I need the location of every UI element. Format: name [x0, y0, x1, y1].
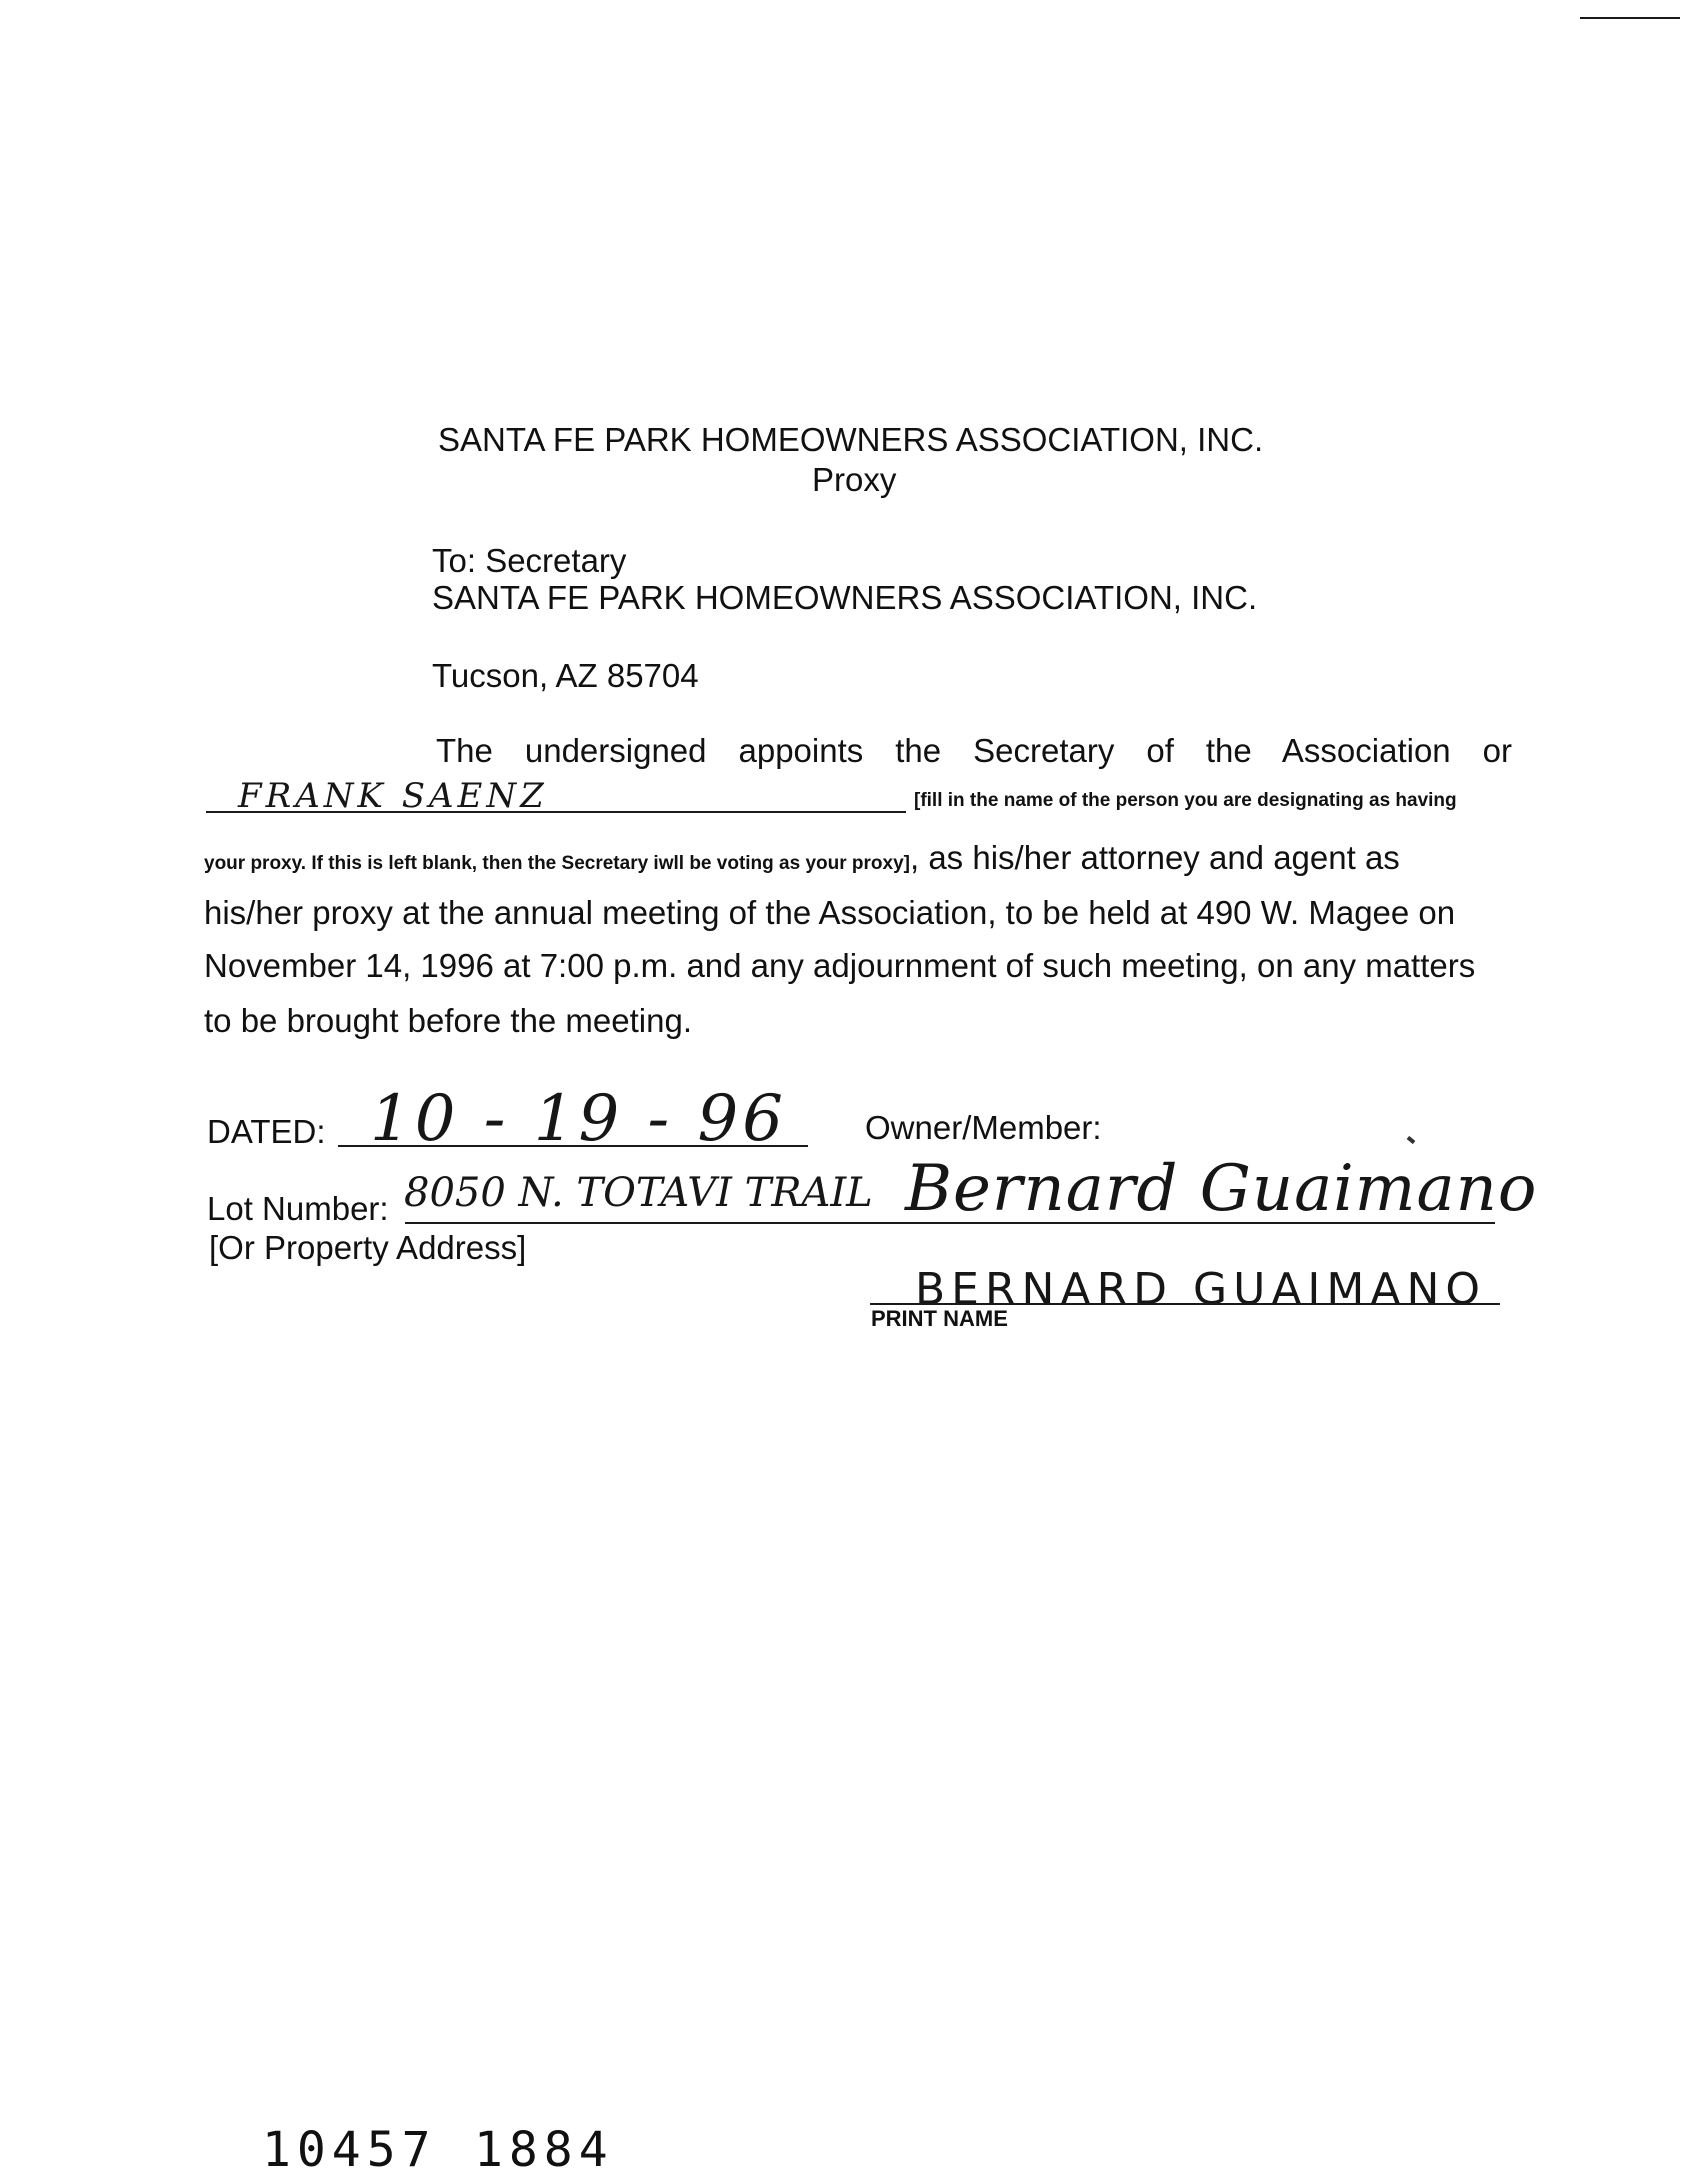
signature-tick: [1407, 1136, 1416, 1144]
property-address-note: [Or Property Address]: [209, 1229, 527, 1266]
doc-type-title: Proxy: [812, 461, 897, 498]
print-name-label: PRINT NAME: [871, 1306, 1008, 1331]
address-org-name: SANTA FE PARK HOMEOWNERS ASSOCIATION, INC.: [432, 579, 1258, 616]
dated-label: DATED:: [207, 1113, 326, 1150]
designee-instruction-2: your proxy. If this is left blank, then the Secretary iwll be voting as your proxy]: [204, 853, 910, 874]
owner-member-label: Owner/Member:: [865, 1109, 1102, 1146]
body-line-2-text: , as his/her attorney and agent as: [909, 839, 1400, 876]
body-line-5: to be brought before the meeting.: [204, 1002, 693, 1039]
print-name-underline: [870, 1303, 1500, 1305]
dated-value: 10 - 19 - 96: [370, 1082, 787, 1156]
body-line-4: November 14, 1996 at 7:00 p.m. and any adjournment of such meeting, on any matters: [204, 947, 1476, 984]
lot-value: 8050 N. TOTAVI TRAIL: [404, 1170, 873, 1216]
signature-underline: [875, 1222, 1495, 1224]
city-line: Tucson, AZ 85704: [432, 657, 699, 694]
print-name-value: BERNARD GUAIMANO: [915, 1264, 1486, 1315]
designee-instruction-1: [fill in the name of the person you are designating as having: [914, 790, 1457, 811]
lot-underline: [405, 1222, 905, 1224]
body-line-2: [204, 838, 1400, 884]
scan-mark-line: [1580, 17, 1680, 19]
document-number-2: 1884: [474, 2122, 614, 2178]
to-line: To: Secretary: [432, 542, 627, 579]
designee-handwritten: FRANK SAENZ: [238, 776, 548, 816]
body-line-3: his/her proxy at the annual meeting of the Association, to be held at 490 W. Magee on: [204, 894, 1456, 931]
document-number-1: 10457: [262, 2122, 437, 2178]
body-line-1: [436, 731, 1512, 771]
org-title: SANTA FE PARK HOMEOWNERS ASSOCIATION, INC.: [438, 421, 1264, 458]
lot-number-label: Lot Number:: [207, 1190, 389, 1227]
owner-signature: Bernard Guaimano: [905, 1152, 1538, 1226]
body-line-1-text: The undersigned appoints the Secretary of the Association or: [436, 732, 1512, 769]
